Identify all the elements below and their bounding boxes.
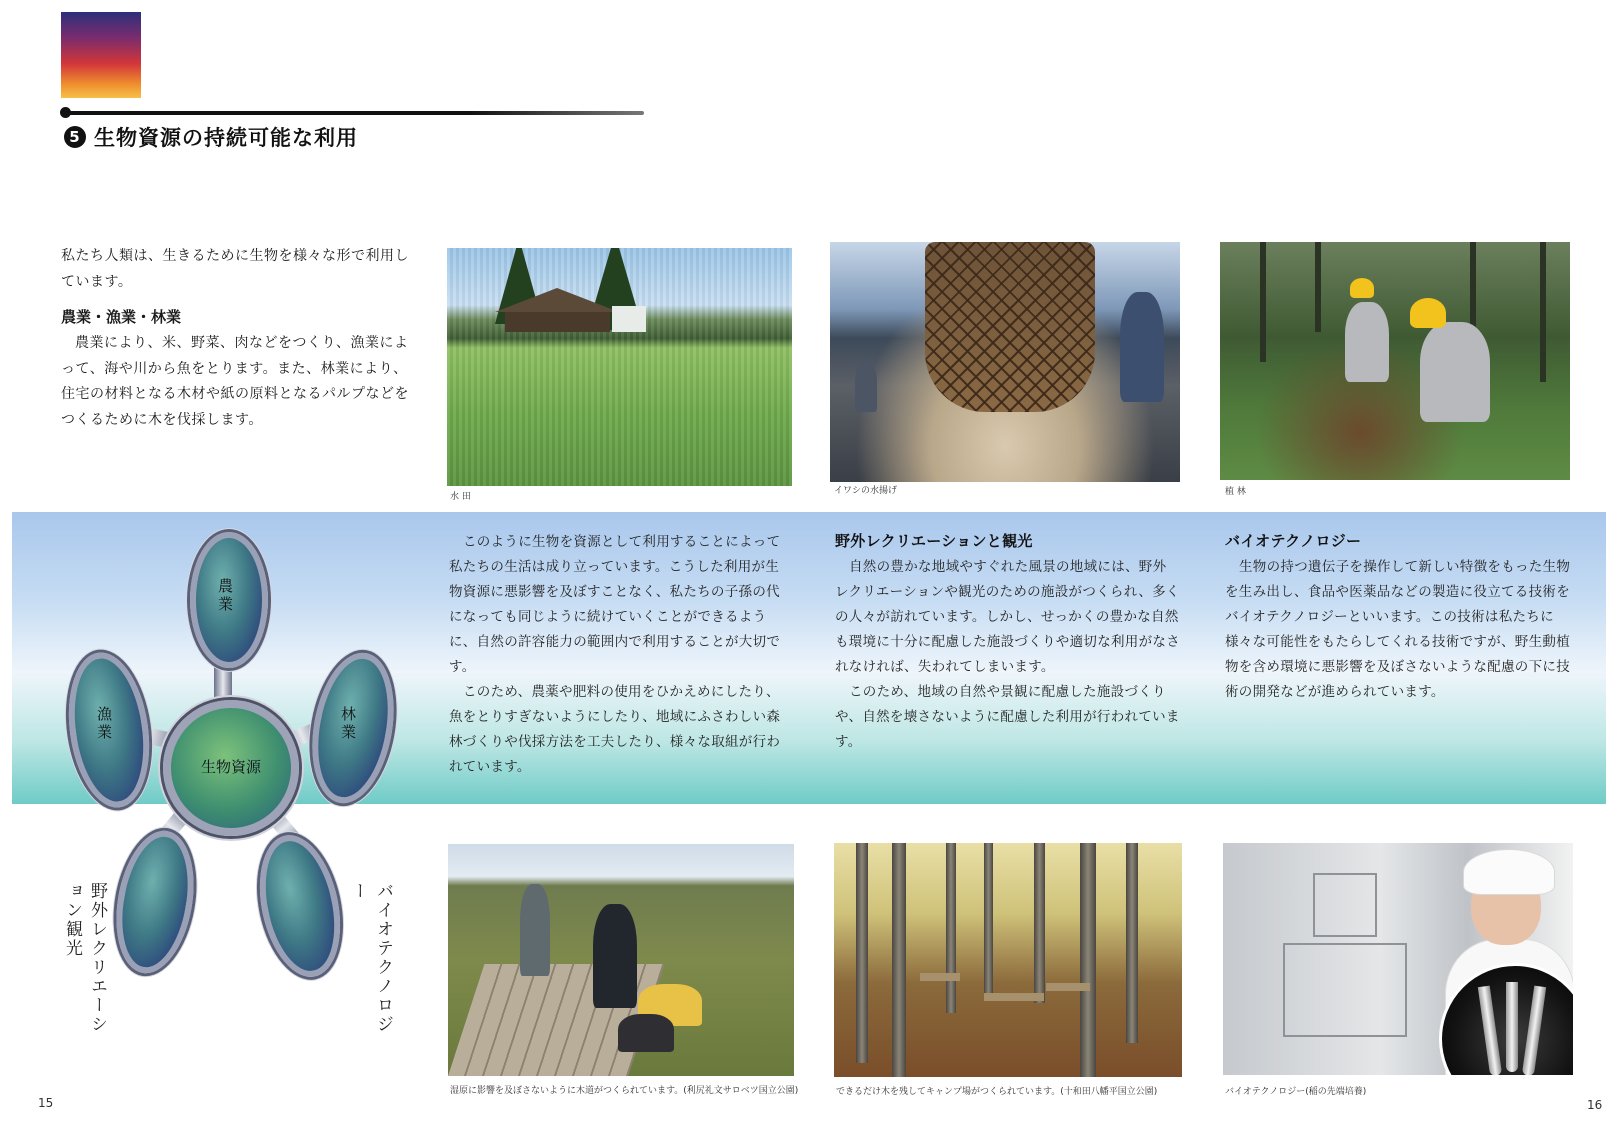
intro-paragraph: 農業により、米、野菜、肉などをつくり、漁業によって、海や川から魚をとります。また、林業により、住宅の材料となる木材や紙の原料となるパルプなどをつくるために木を伐採します。 (61, 335, 409, 428)
band-column-3 (1225, 529, 1575, 705)
photo-rice-paddy (447, 248, 792, 486)
caption-camp: できるだけ木を残してキャンプ場がつくられています。(十和田八幡平国立公園) (836, 1087, 1158, 1097)
photo-marsh-boardwalk (448, 844, 794, 1076)
band-col1-paragraph-2: このため、農薬や肥料の使用をひかえめにしたり、魚をとりすぎないようにしたり、地域にふさわしい森林づくりや伐採方法を工夫したり、様々な取組が行われています。 (449, 684, 781, 775)
photo-sardine-landing (830, 242, 1180, 482)
subheading-agri-fish-forest: 農業・漁業・林業 (61, 308, 182, 326)
label-agriculture: 農業 (216, 578, 234, 614)
band-col1-paragraph-1: このように生物を資源として利用することによって私たちの生活は成り立っています。こうした利用が生物資源に悪影響を及ぼすことなく、私たちの子孫の代になっても同じように続けていくことができるように、自然の許容能力の範囲内で利用することが大切です。 (449, 534, 781, 675)
petal-recreation (106, 825, 204, 980)
caption-paddy: 水 田 (450, 492, 471, 502)
hub-label: 生物資源 (200, 758, 261, 776)
band-col3-paragraph-1: 生物の持つ遺伝子を操作して新しい特徴をもった生物を生み出し、食品や医薬品などの製造に役立てる技術をバイオテクノロジーといいます。この技術は私たちに様々な可能性をもたらしてくれる技術ですが、野生動植物を含め環境に悪影響を及ぼさないような配慮の下に技術の開発などが進められています。 (1225, 559, 1571, 700)
band-column-1 (449, 530, 789, 780)
photo-tree-planting (1220, 242, 1570, 480)
band-col2-paragraph-1: 自然の豊かな地域やすぐれた風景の地域には、野外レクリエーションや観光のための施設がつくられ、多くの人々が訪れています。しかし、せっかくの豊かな自然も環境に十分に配慮した施設づくりや適切な利用がなされなければ、失われてしまいます。 (835, 559, 1180, 675)
heading-recreation: 野外レクリエーションと観光 (835, 532, 1033, 550)
petal-biotech (248, 828, 352, 985)
label-fishery: 漁業 (95, 706, 113, 742)
section-number-badge: 5 (64, 126, 86, 148)
caption-sardine: イワシの水揚げ (834, 486, 898, 496)
photo-campground (834, 843, 1182, 1077)
heading-biotech: バイオテクノロジー (1225, 532, 1362, 550)
page-number-right: 16 (1587, 1098, 1603, 1112)
intro-text: 私たち人類は、生きるために生物を様々な形で利用しています。 (61, 248, 409, 290)
photo-biotech-lab (1223, 843, 1573, 1075)
band-col2-paragraph-2: このため、地域の自然や景観に配慮した施設づくりや、自然を壊さないように配慮した利用が行われています。 (835, 684, 1180, 750)
section-title (64, 122, 358, 152)
label-biotechnology: バイオテクノロジー (348, 882, 393, 1034)
header-rule (64, 111, 644, 115)
caption-planting: 植 林 (1225, 487, 1246, 497)
page-number-left: 15 (38, 1096, 54, 1110)
caption-marsh: 湿原に影響を及ぼさないように木道がつくられています。(利尻礼文サロベツ国立公園) (450, 1086, 799, 1096)
label-recreation-tourism: 野外レクリエーション観光 (62, 882, 107, 1034)
color-gradient-block (61, 12, 141, 98)
section-title-text: 生物資源の持続可能な利用 (94, 126, 358, 150)
label-forestry: 林業 (339, 706, 357, 742)
band-column-2 (835, 529, 1180, 755)
caption-biotech: バイオテクノロジー(稲の先端培養) (1225, 1087, 1367, 1097)
